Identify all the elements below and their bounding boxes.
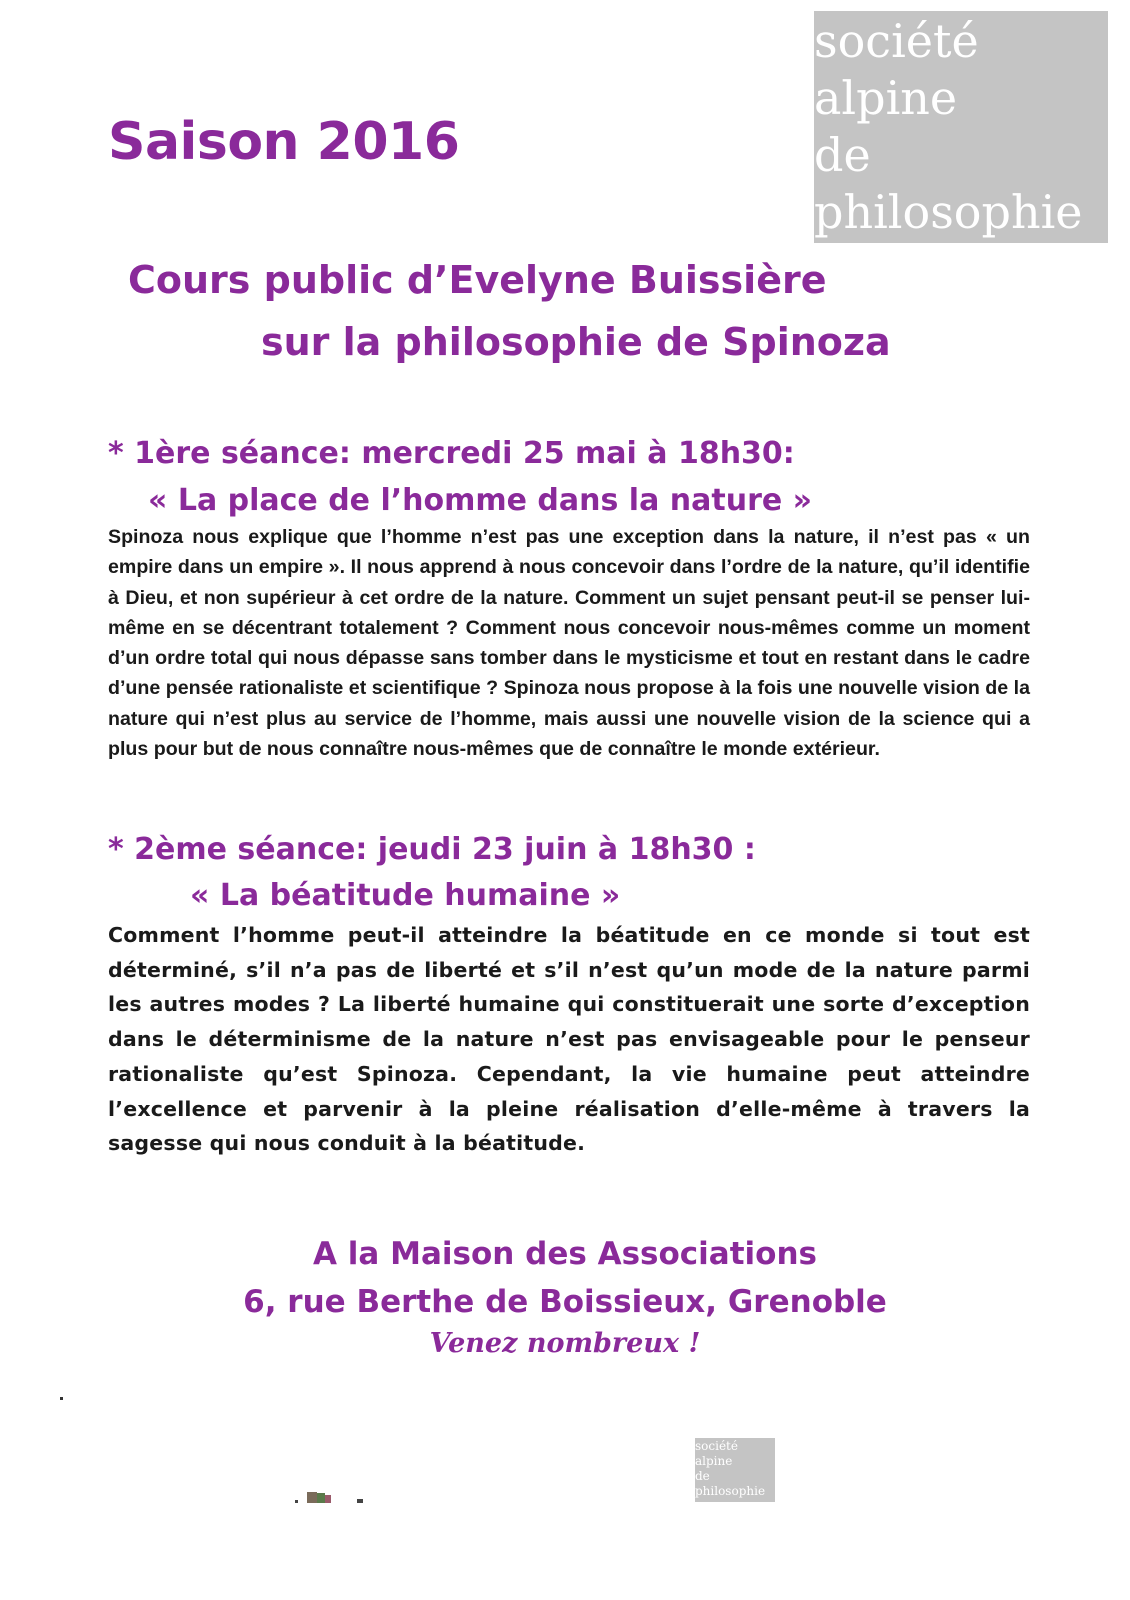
venue-name: A la Maison des Associations [313,1236,817,1272]
stray-dot [60,1397,63,1400]
society-logo [814,11,1108,243]
logo-line: alpine [814,71,958,125]
session-1-title: « La place de l’homme dans la nature » [148,483,813,518]
call-to-action: Venez nombreux ! [429,1328,701,1359]
logo-line: de [695,1469,710,1483]
venue-address: 6, rue Berthe de Boissieux, Grenoble [243,1284,887,1320]
course-title-line2: sur la philosophie de Spinoza [261,320,891,364]
session-1-heading: * 1ère séance: mercredi 25 mai à 18h30: [108,436,795,471]
session-2-title: « La béatitude humaine » [190,878,621,913]
logo-line: de [814,128,871,182]
logo-line: alpine [695,1454,733,1468]
season-title: Saison 2016 [108,112,460,172]
course-title-line1: Cours public d’Evelyne Buissière [128,258,827,302]
session-1-description: Spinoza nous explique que l’homme n’est pas une exception dans la nature, il n’est pas « un empire dans un empire ». Il nous apprend à nous concevoir dans l’ordre de la nature, qu’il identifie à Dieu, et non supérieur à cet ordre de la nature. Comment un sujet pensant peut-il se penser lui-même en se décentrant totalement ? Comment nous concevoir nous-mêmes comme un moment d’un ordre total qui nous dépasse sans tomber dans le mysticisme et tout en restant dans le cadre d’une pensée rationaliste et scientifique ? Spinoza nous propose à la fois une nouvelle vision de la nature qui n’est plus au service de l’homme, mais aussi une nouvelle vision de la science qui a plus pour but de nous connaître nous-mêmes que de connaître le monde extérieur. [108,526,1030,761]
session-2-heading: * 2ème séance: jeudi 23 juin à 18h30 : [108,832,756,867]
session-2-description: Comment l’homme peut-il atteindre la béatitude en ce monde si tout est déterminé, s’il n’a pas de liberté et s’il n’est qu’un mode de la nature parmi les autres modes ? La liberté humaine qui constituerait une sorte d’exception dans le déterminisme de la nature n’est pas envisageable pour le penseur rationaliste qu’est Spinoza. Cependant, la vie humaine peut atteindre l’excellence et parvenir à la pleine réalisation d’elle-même à travers la sagesse qui nous conduit à la béatitude. [108,923,1030,1156]
logo-line: société [814,14,979,68]
logo-line: philosophie [695,1484,766,1498]
logo-line: société [695,1439,738,1453]
society-logo-small [695,1438,775,1502]
logo-line: philosophie [814,185,1083,239]
